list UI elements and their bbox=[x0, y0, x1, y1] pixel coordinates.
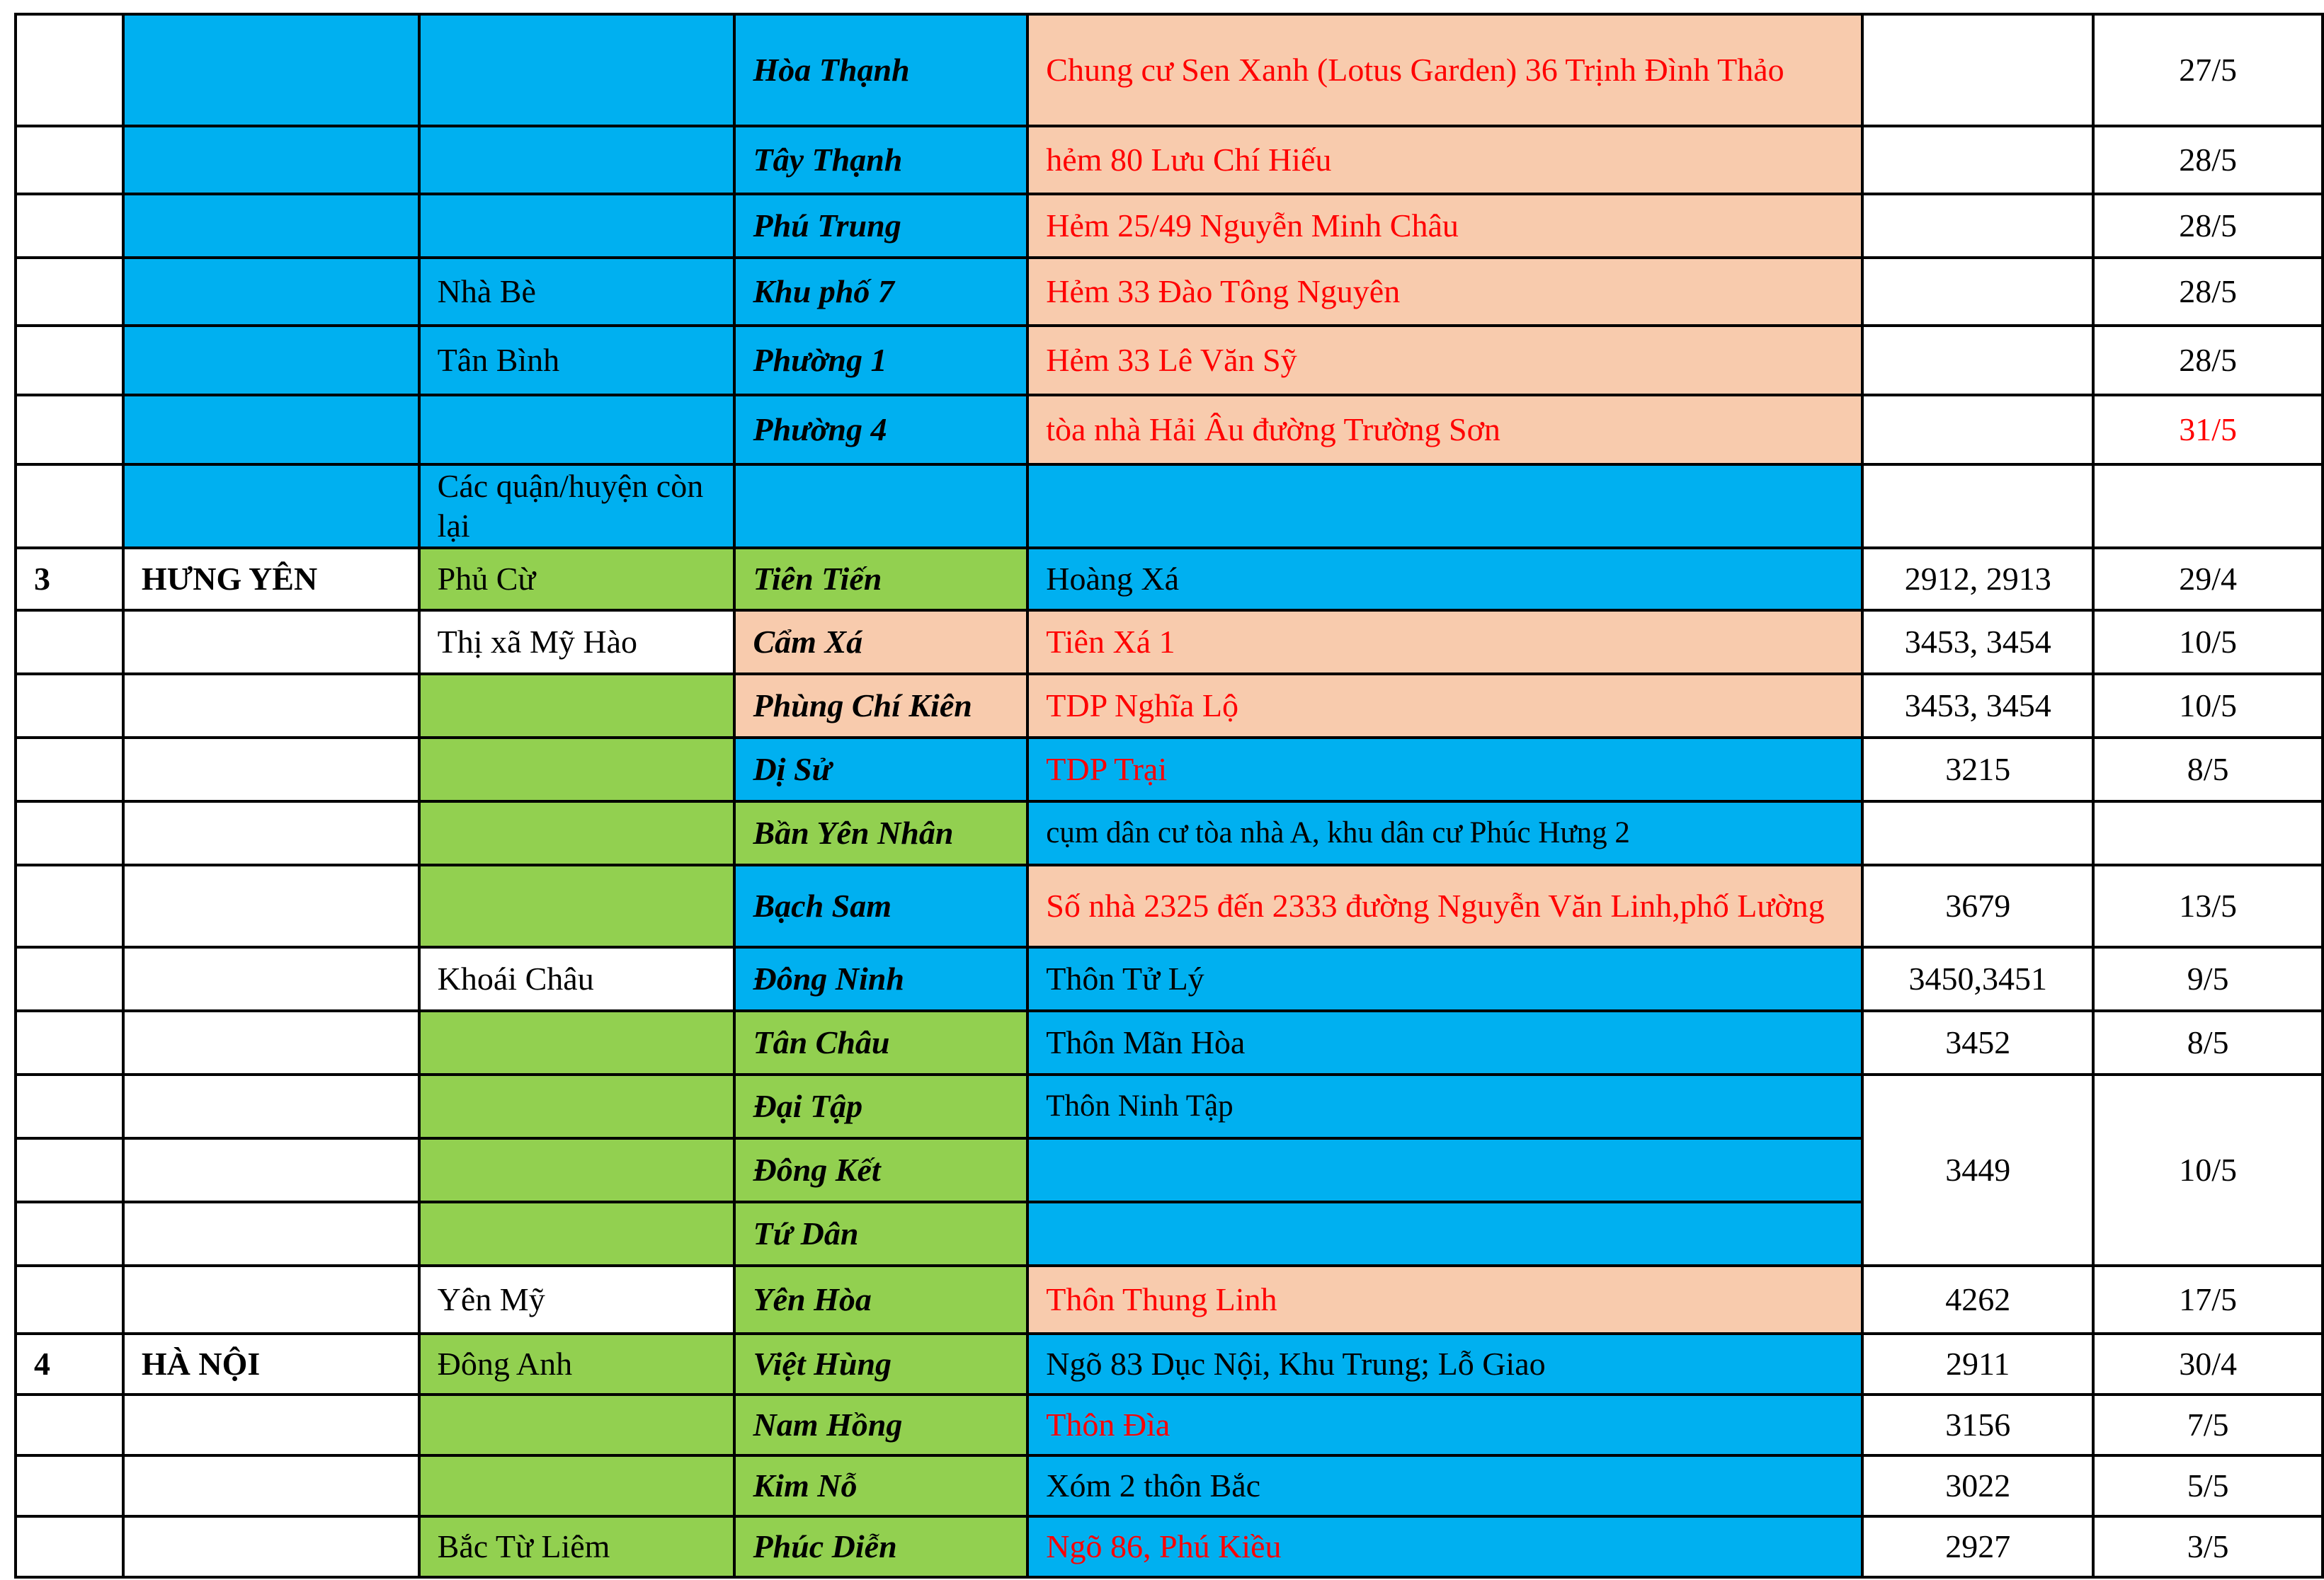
table-row bbox=[16, 1011, 2323, 1075]
cell-location bbox=[1027, 464, 1862, 548]
cell-province bbox=[123, 1011, 419, 1075]
cell-ward: Kim Nỗ bbox=[734, 1455, 1027, 1516]
cell-province bbox=[123, 1455, 419, 1516]
cell-date: 10/5 bbox=[2093, 674, 2323, 738]
cell-date: 29/4 bbox=[2093, 548, 2323, 610]
cell-location: Chung cư Sen Xanh (Lotus Garden) 36 Trịnh Đình Thảo bbox=[1027, 14, 1862, 126]
cell-date: 8/5 bbox=[2093, 738, 2323, 801]
cell-location: Hẻm 33 Đào Tông Nguyên bbox=[1027, 258, 1862, 326]
outbreak-location-table bbox=[14, 13, 2324, 1579]
cell-province bbox=[123, 1138, 419, 1202]
cell-location: Ngõ 83 Dục Nội, Khu Trung; Lỗ Giao bbox=[1027, 1334, 1862, 1395]
cell-district bbox=[419, 1075, 735, 1138]
cell-province bbox=[123, 326, 419, 395]
cell-province bbox=[123, 1395, 419, 1455]
cell-location: Thôn Đìa bbox=[1027, 1395, 1862, 1455]
cell-ward: Bần Yên Nhân bbox=[734, 801, 1027, 865]
table-row bbox=[16, 1075, 2323, 1138]
cell-province bbox=[123, 674, 419, 738]
cell-district bbox=[419, 1011, 735, 1075]
table-row bbox=[16, 194, 2323, 258]
table-row bbox=[16, 1334, 2323, 1395]
cell-province bbox=[123, 1202, 419, 1266]
cell-ward: Cẩm Xá bbox=[734, 610, 1027, 674]
cell-ward: Yên Hòa bbox=[734, 1266, 1027, 1334]
cell-district bbox=[419, 194, 735, 258]
cell-date bbox=[2093, 464, 2323, 548]
cell-no bbox=[16, 801, 123, 865]
cell-ward: Nam Hồng bbox=[734, 1395, 1027, 1455]
cell-location: hẻm 80 Lưu Chí Hiếu bbox=[1027, 126, 1862, 194]
cell-patients bbox=[1862, 14, 2093, 126]
cell-ward: Đại Tập bbox=[734, 1075, 1027, 1138]
cell-patients: 3156 bbox=[1862, 1395, 2093, 1455]
cell-patients: 4262 bbox=[1862, 1266, 2093, 1334]
table-row bbox=[16, 610, 2323, 674]
cell-district: Thị xã Mỹ Hào bbox=[419, 610, 735, 674]
table-row bbox=[16, 1455, 2323, 1516]
cell-ward: Phú Trung bbox=[734, 194, 1027, 258]
cell-patients: 3215 bbox=[1862, 738, 2093, 801]
cell-patients: 2912, 2913 bbox=[1862, 548, 2093, 610]
table-row bbox=[16, 14, 2323, 126]
cell-province: HÀ NỘI bbox=[123, 1334, 419, 1395]
cell-district bbox=[419, 1202, 735, 1266]
cell-location: Xóm 2 thôn Bắc bbox=[1027, 1455, 1862, 1516]
cell-date: 28/5 bbox=[2093, 194, 2323, 258]
cell-district bbox=[419, 738, 735, 801]
table-row bbox=[16, 126, 2323, 194]
cell-district: Bắc Từ Liêm bbox=[419, 1516, 735, 1577]
cell-ward: Dị Sử bbox=[734, 738, 1027, 801]
cell-patients bbox=[1862, 395, 2093, 464]
cell-ward: Đông Kết bbox=[734, 1138, 1027, 1202]
cell-district bbox=[419, 395, 735, 464]
cell-date: 5/5 bbox=[2093, 1455, 2323, 1516]
cell-no bbox=[16, 1516, 123, 1577]
cell-district: Nhà Bè bbox=[419, 258, 735, 326]
cell-district bbox=[419, 801, 735, 865]
cell-ward: Tây Thạnh bbox=[734, 126, 1027, 194]
cell-no bbox=[16, 1138, 123, 1202]
cell-patients: 3452 bbox=[1862, 1011, 2093, 1075]
cell-date: 17/5 bbox=[2093, 1266, 2323, 1334]
cell-location: Thôn Ninh Tập bbox=[1027, 1075, 1862, 1138]
cell-patients: 2911 bbox=[1862, 1334, 2093, 1395]
table-row bbox=[16, 738, 2323, 801]
cell-district: Đông Anh bbox=[419, 1334, 735, 1395]
cell-ward: Tiên Tiến bbox=[734, 548, 1027, 610]
cell-date: 7/5 bbox=[2093, 1395, 2323, 1455]
cell-province bbox=[123, 801, 419, 865]
cell-ward: Phúc Diễn bbox=[734, 1516, 1027, 1577]
table-row bbox=[16, 1266, 2323, 1334]
cell-ward: Hòa Thạnh bbox=[734, 14, 1027, 126]
cell-patients bbox=[1862, 801, 2093, 865]
cell-province bbox=[123, 464, 419, 548]
cell-patients bbox=[1862, 326, 2093, 395]
cell-no bbox=[16, 865, 123, 947]
cell-no bbox=[16, 464, 123, 548]
cell-location bbox=[1027, 1138, 1862, 1202]
cell-no bbox=[16, 674, 123, 738]
cell-location: Ngõ 86, Phú Kiều bbox=[1027, 1516, 1862, 1577]
cell-district bbox=[419, 1395, 735, 1455]
cell-district bbox=[419, 865, 735, 947]
cell-location: cụm dân cư tòa nhà A, khu dân cư Phúc Hưng 2 bbox=[1027, 801, 1862, 865]
cell-no bbox=[16, 326, 123, 395]
cell-location: Tiên Xá 1 bbox=[1027, 610, 1862, 674]
cell-location: Hẻm 33 Lê Văn Sỹ bbox=[1027, 326, 1862, 395]
cell-date: 27/5 bbox=[2093, 14, 2323, 126]
cell-patients: 3449 bbox=[1862, 1075, 2093, 1266]
cell-date bbox=[2093, 801, 2323, 865]
cell-district bbox=[419, 674, 735, 738]
cell-ward: Tân Châu bbox=[734, 1011, 1027, 1075]
cell-province bbox=[123, 738, 419, 801]
cell-ward: Khu phố 7 bbox=[734, 258, 1027, 326]
cell-district: Phủ Cừ bbox=[419, 548, 735, 610]
cell-patients: 3453, 3454 bbox=[1862, 674, 2093, 738]
cell-no bbox=[16, 610, 123, 674]
cell-ward: Tứ Dân bbox=[734, 1202, 1027, 1266]
cell-location: tòa nhà Hải Âu đường Trường Sơn bbox=[1027, 395, 1862, 464]
cell-no bbox=[16, 738, 123, 801]
cell-ward bbox=[734, 464, 1027, 548]
table-row bbox=[16, 1395, 2323, 1455]
cell-date: 31/5 bbox=[2093, 395, 2323, 464]
cell-province bbox=[123, 1516, 419, 1577]
cell-patients bbox=[1862, 464, 2093, 548]
cell-ward: Đông Ninh bbox=[734, 947, 1027, 1011]
cell-date: 10/5 bbox=[2093, 610, 2323, 674]
table-row bbox=[16, 865, 2323, 947]
cell-date: 28/5 bbox=[2093, 126, 2323, 194]
table-row bbox=[16, 801, 2323, 865]
table-row bbox=[16, 1516, 2323, 1577]
cell-date: 8/5 bbox=[2093, 1011, 2323, 1075]
cell-date: 3/5 bbox=[2093, 1516, 2323, 1577]
cell-patients bbox=[1862, 258, 2093, 326]
cell-ward: Việt Hùng bbox=[734, 1334, 1027, 1395]
cell-no bbox=[16, 194, 123, 258]
cell-patients: 2927 bbox=[1862, 1516, 2093, 1577]
cell-no bbox=[16, 1395, 123, 1455]
cell-district bbox=[419, 126, 735, 194]
cell-patients: 3679 bbox=[1862, 865, 2093, 947]
cell-no bbox=[16, 1011, 123, 1075]
cell-no: 4 bbox=[16, 1334, 123, 1395]
cell-location: Hoàng Xá bbox=[1027, 548, 1862, 610]
cell-province bbox=[123, 947, 419, 1011]
cell-district bbox=[419, 14, 735, 126]
cell-location: Hẻm 25/49 Nguyễn Minh Châu bbox=[1027, 194, 1862, 258]
cell-no bbox=[16, 1202, 123, 1266]
cell-district: Các quận/huyện còn lại bbox=[419, 464, 735, 548]
cell-location bbox=[1027, 1202, 1862, 1266]
table-row bbox=[16, 395, 2323, 464]
cell-ward: Phùng Chí Kiên bbox=[734, 674, 1027, 738]
cell-date: 13/5 bbox=[2093, 865, 2323, 947]
cell-province bbox=[123, 1075, 419, 1138]
cell-district: Khoái Châu bbox=[419, 947, 735, 1011]
cell-no bbox=[16, 14, 123, 126]
cell-location: Thôn Tử Lý bbox=[1027, 947, 1862, 1011]
table-row bbox=[16, 326, 2323, 395]
cell-no bbox=[16, 1455, 123, 1516]
table-row bbox=[16, 258, 2323, 326]
cell-province bbox=[123, 194, 419, 258]
cell-date: 9/5 bbox=[2093, 947, 2323, 1011]
cell-patients bbox=[1862, 194, 2093, 258]
cell-patients: 3450,3451 bbox=[1862, 947, 2093, 1011]
cell-province bbox=[123, 126, 419, 194]
cell-no bbox=[16, 1075, 123, 1138]
cell-district: Tân Bình bbox=[419, 326, 735, 395]
cell-ward: Phường 1 bbox=[734, 326, 1027, 395]
table-row bbox=[16, 947, 2323, 1011]
cell-province bbox=[123, 865, 419, 947]
cell-province bbox=[123, 14, 419, 126]
cell-province bbox=[123, 1266, 419, 1334]
cell-location: TDP Nghĩa Lộ bbox=[1027, 674, 1862, 738]
cell-district: Yên Mỹ bbox=[419, 1266, 735, 1334]
cell-no bbox=[16, 1266, 123, 1334]
cell-location: Thôn Mãn Hòa bbox=[1027, 1011, 1862, 1075]
cell-patients bbox=[1862, 126, 2093, 194]
cell-ward: Bạch Sam bbox=[734, 865, 1027, 947]
cell-district bbox=[419, 1138, 735, 1202]
cell-date: 30/4 bbox=[2093, 1334, 2323, 1395]
cell-no bbox=[16, 126, 123, 194]
cell-province bbox=[123, 395, 419, 464]
cell-date: 10/5 bbox=[2093, 1075, 2323, 1266]
cell-no: 3 bbox=[16, 548, 123, 610]
cell-patients: 3022 bbox=[1862, 1455, 2093, 1516]
table-row bbox=[16, 548, 2323, 610]
cell-ward: Phường 4 bbox=[734, 395, 1027, 464]
cell-patients: 3453, 3454 bbox=[1862, 610, 2093, 674]
cell-location: Số nhà 2325 đến 2333 đường Nguyễn Văn Linh,phố Lường bbox=[1027, 865, 1862, 947]
cell-location: Thôn Thung Linh bbox=[1027, 1266, 1862, 1334]
table-row bbox=[16, 674, 2323, 738]
cell-district bbox=[419, 1455, 735, 1516]
cell-province bbox=[123, 610, 419, 674]
cell-date: 28/5 bbox=[2093, 326, 2323, 395]
cell-no bbox=[16, 258, 123, 326]
cell-province bbox=[123, 258, 419, 326]
cell-no bbox=[16, 947, 123, 1011]
cell-no bbox=[16, 395, 123, 464]
cell-location: TDP Trại bbox=[1027, 738, 1862, 801]
table-row bbox=[16, 464, 2323, 548]
cell-province: HƯNG YÊN bbox=[123, 548, 419, 610]
cell-date: 28/5 bbox=[2093, 258, 2323, 326]
